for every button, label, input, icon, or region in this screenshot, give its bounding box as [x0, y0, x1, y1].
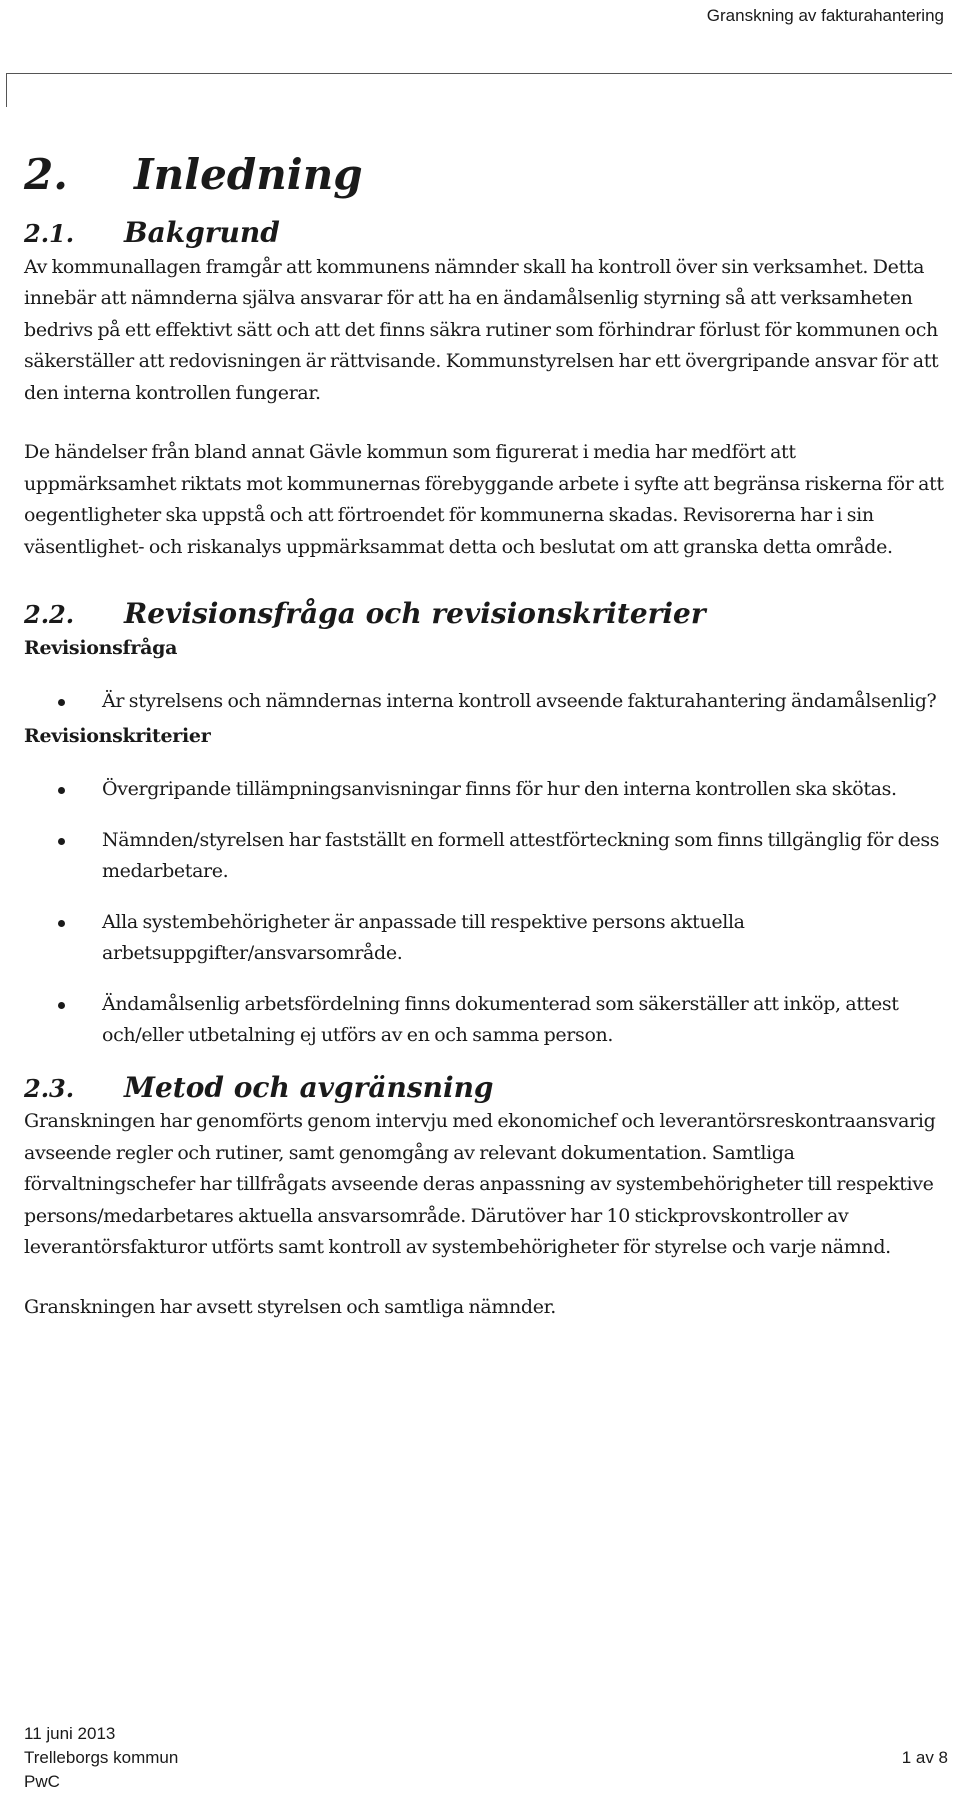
list-item [24, 686, 944, 718]
question-list [24, 686, 944, 718]
list-item-text: Alla systembehörigheter är anpassade till respektive persons aktuella arbetsuppgifter/ansvarsområde. [102, 910, 745, 965]
footer-organization: Trelleborgs kommun [24, 1748, 179, 1767]
list-item-text: Nämnden/styrelsen har fastställt en formell attestförteckning som finns tillgänglig för dess medarbetare. [102, 828, 940, 883]
list-item-text: Är styrelsens och nämndernas interna kontroll avseende fakturahantering ändamålsenlig? [102, 690, 937, 713]
running-header: Granskning av fakturahantering [706, 6, 944, 25]
section-title: Revisionsfråga och revisionskriterier [124, 597, 706, 631]
list-item-text: Övergripande tillämpningsanvisningar finns för hur den interna kontrollen ska skötas. [102, 778, 897, 801]
bullet-icon [58, 699, 65, 706]
list-item [24, 774, 944, 806]
bullet-icon [58, 1002, 65, 1009]
section-number: 2.3. [24, 1073, 75, 1103]
footer-date: 11 juni 2013 [24, 1724, 116, 1743]
list-item [24, 825, 944, 888]
list-item-text: Ändamålsenlig arbetsfördelning finns dokumenterad som säkerställer att inköp, attest och/eller utbetalning ej utförs av en och samma person. [102, 992, 899, 1047]
list-item [24, 989, 944, 1052]
bullet-icon [58, 838, 65, 845]
footer-firm: PwC [24, 1772, 60, 1791]
header-tick [6, 73, 7, 107]
paragraph: De händelser från bland annat Gävle kommun som figurerat i media har medfört att uppmärksamhet riktats mot kommunernas förebyggande arbete i syfte att begränsa riskerna för att oegentligheter ska uppstå och att förtroendet för kommunerna skadas. Revisorerna har i sin väsentlighet- och riskanalys uppmärksammat detta och beslutat om att granska detta område. [24, 441, 944, 558]
section-heading-revisionsfraga [24, 597, 944, 631]
paragraph: Av kommunallagen framgår att kommunens nämnder skall ha kontroll över sin verksamhet. Detta innebär att nämnderna själva ansvarar för att ha en ändamålsenlig styrning så att verksamheten bedrivs på ett effektivt sätt och att det finns säkra rutiner som förhindrar förlust för kommunen och säkerställer att redovisningen är rättvisande. Kommunstyrelsen har ett övergripande ansvar för att den interna kontrollen fungerar. [24, 255, 939, 404]
header-rule [6, 73, 952, 74]
section-number: 2.1. [24, 219, 75, 249]
criteria-list [24, 774, 944, 1052]
subheading-revisionsfraga: Revisionsfråga [24, 636, 178, 659]
chapter-title: Inledning [134, 150, 363, 199]
section-title: Bakgrund [124, 216, 280, 250]
bullet-icon [58, 787, 65, 794]
paragraph: Granskningen har avsett styrelsen och samtliga nämnder. [24, 1295, 556, 1318]
page-footer [24, 1722, 948, 1794]
chapter-heading [24, 152, 944, 198]
bullet-icon [58, 920, 65, 927]
chapter-number: 2. [24, 150, 68, 199]
section-heading-metod [24, 1071, 944, 1105]
section-number: 2.2. [24, 600, 75, 630]
list-item [24, 907, 944, 970]
content [24, 152, 944, 1323]
page-number: 1 av 8 [901, 1748, 948, 1767]
section-heading-bakgrund [24, 216, 944, 250]
subheading-revisionskriterier: Revisionskriterier [24, 724, 211, 747]
section-title: Metod och avgränsning [124, 1070, 494, 1104]
paragraph: Granskningen har genomförts genom intervju med ekonomichef och leverantörsreskontraansvarig avseende regler och rutiner, samt genomgång av relevant dokumentation. Samtliga förvaltningschefer har tillfrågats avseende deras anpassning av systembehörigheter till respektive persons/medarbetares aktuella ansvarsområde. Därutöver har 10 stickprovskontroller av leverantörsfakturor utförts samt kontroll av systembehörigheter för styrelse och varje nämnd. [24, 1110, 936, 1259]
